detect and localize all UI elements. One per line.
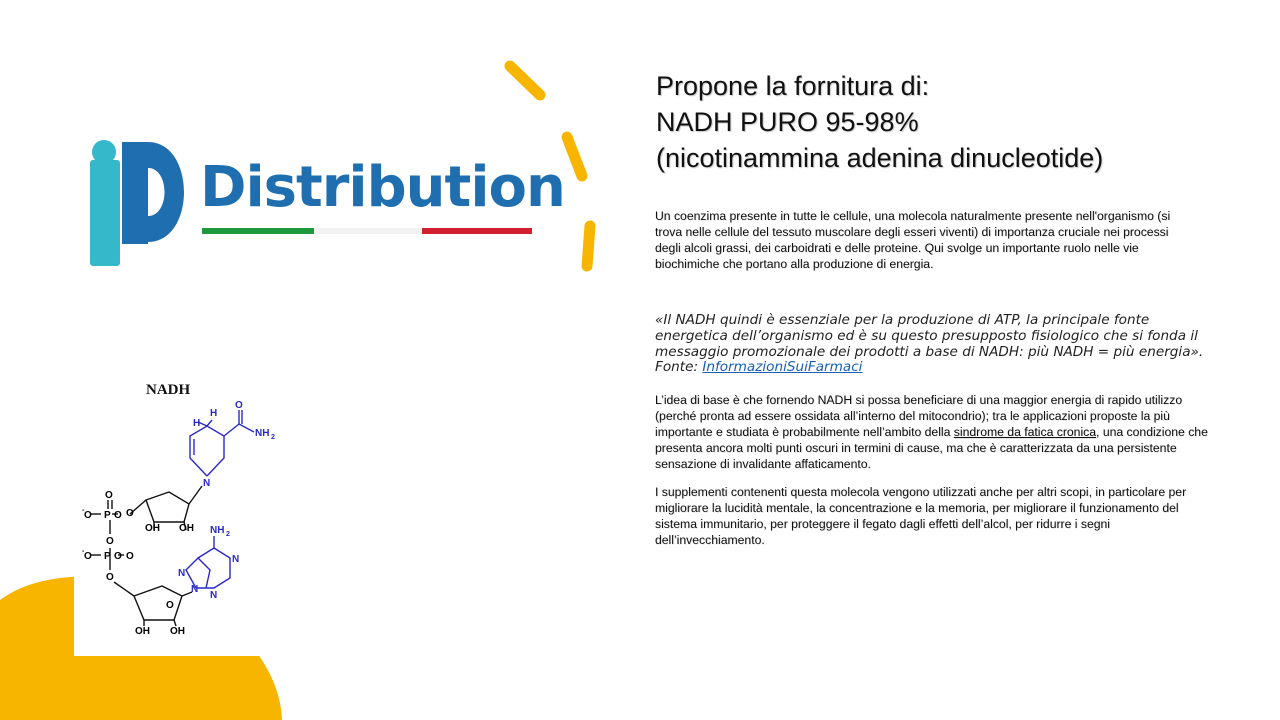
atom-n: N [232,554,240,565]
title-line-3: (nicotinammina adenina dinucleotide) [656,143,1104,173]
page-title [656,68,1256,176]
ip-distribution-logo [88,140,565,270]
atom-h: H [210,408,218,419]
nadh-structure-diagram [74,364,288,656]
atom-subscript: 2 [226,531,230,538]
atom-subscript: 2 [271,434,275,441]
atom-o: O [106,572,114,583]
atom-oh: OH [145,523,160,534]
atom-oh: OH [170,626,185,637]
idea-text-end: , una condizione che presenta ancora molti punti oscuri in termini di cause, ma che è caratterizzata da una persistente sensazione di invalidante affaticamento. [655,425,1208,471]
atom-o: O [166,600,174,611]
title-line-1: Propone la fornitura di: [656,71,930,101]
idea-paragraph [655,392,1215,472]
atom-o: O [106,536,114,547]
atom-nh2: NH [255,428,270,439]
atom-o: O [126,508,134,519]
atom-o: O [114,510,122,521]
ip-monogram-icon [88,140,188,270]
atom-o: O [114,551,122,562]
atom-p: P [104,510,111,521]
flag-stripe-white [314,228,422,234]
source-link[interactable]: InformazioniSuiFarmaci [702,359,863,376]
atom-o: O [235,400,243,411]
atom-h: H [193,418,201,429]
logo-wordmark: Distribution [200,155,565,220]
idea-text: L’idea di base è che fornendo NADH si possa beneficiare di una maggior energia di rapido utilizzo (perché pronta ad essere ossidata all’interno del mitocondrio); tra le applicazioni proposte la più importante e studiata è probabilmente nell’ambito della [655,393,1183,439]
atom-nh2: NH [210,525,225,536]
nadh-structure-figure [74,364,288,656]
atom-n: N [203,478,211,489]
atom-n: N [178,568,186,579]
uses-paragraph: I supplementi contenenti questa molecola vengono utilizzati anche per altri scopi, in particolare per migliorare la lucidità mentale, la concentrazione e la memoria, per migliorare il funzionamento del sistema immunitario, per proteggere il fegato dagli effetti dell’alcol, per ridurre i segni dell’invecchiamento. [655,485,1187,547]
atom-o: O [84,551,92,562]
atom-n: N [191,584,199,595]
molecule-name: NADH [146,382,191,398]
flag-stripe-green [202,228,314,234]
atom-p: P [104,551,111,562]
title-line-2: NADH PURO 95-98% [656,107,919,137]
intro-paragraph: Un coenzima presente in tutte le cellule, una molecola naturalmente presente nell'organismo (si trova nelle cellule del tessuto muscolare degli esseri viventi) di importanza cruciale nei processi degli alcoli grassi, dei carboidrati e delle proteine. Qui svolge un importante ruolo nelle vie biochimiche che portano alla produzione di energia. [655,209,1171,271]
atom-oh: OH [135,626,150,637]
atom-o: O [105,490,113,501]
quote-text: «Il NADH quindi è essenziale per la produzione di ATP, la principale fonte energetica dell’organismo ed è su questo presupposto fisiologico che si fonda il messaggio promozionale dei prodotti a base di NADH: più NADH = più energia». Fonte: [655,312,1204,376]
atom-o: O [84,510,92,521]
atom-oh: OH [179,523,194,534]
quote-paragraph [655,313,1215,376]
charge: - [82,507,85,514]
chronic-fatigue-term: sindrome da fatica cronica [953,425,1097,439]
charge: - [82,548,85,555]
atom-n: N [210,590,218,601]
atom-o: O [126,551,134,562]
flag-stripe-red [422,228,532,234]
